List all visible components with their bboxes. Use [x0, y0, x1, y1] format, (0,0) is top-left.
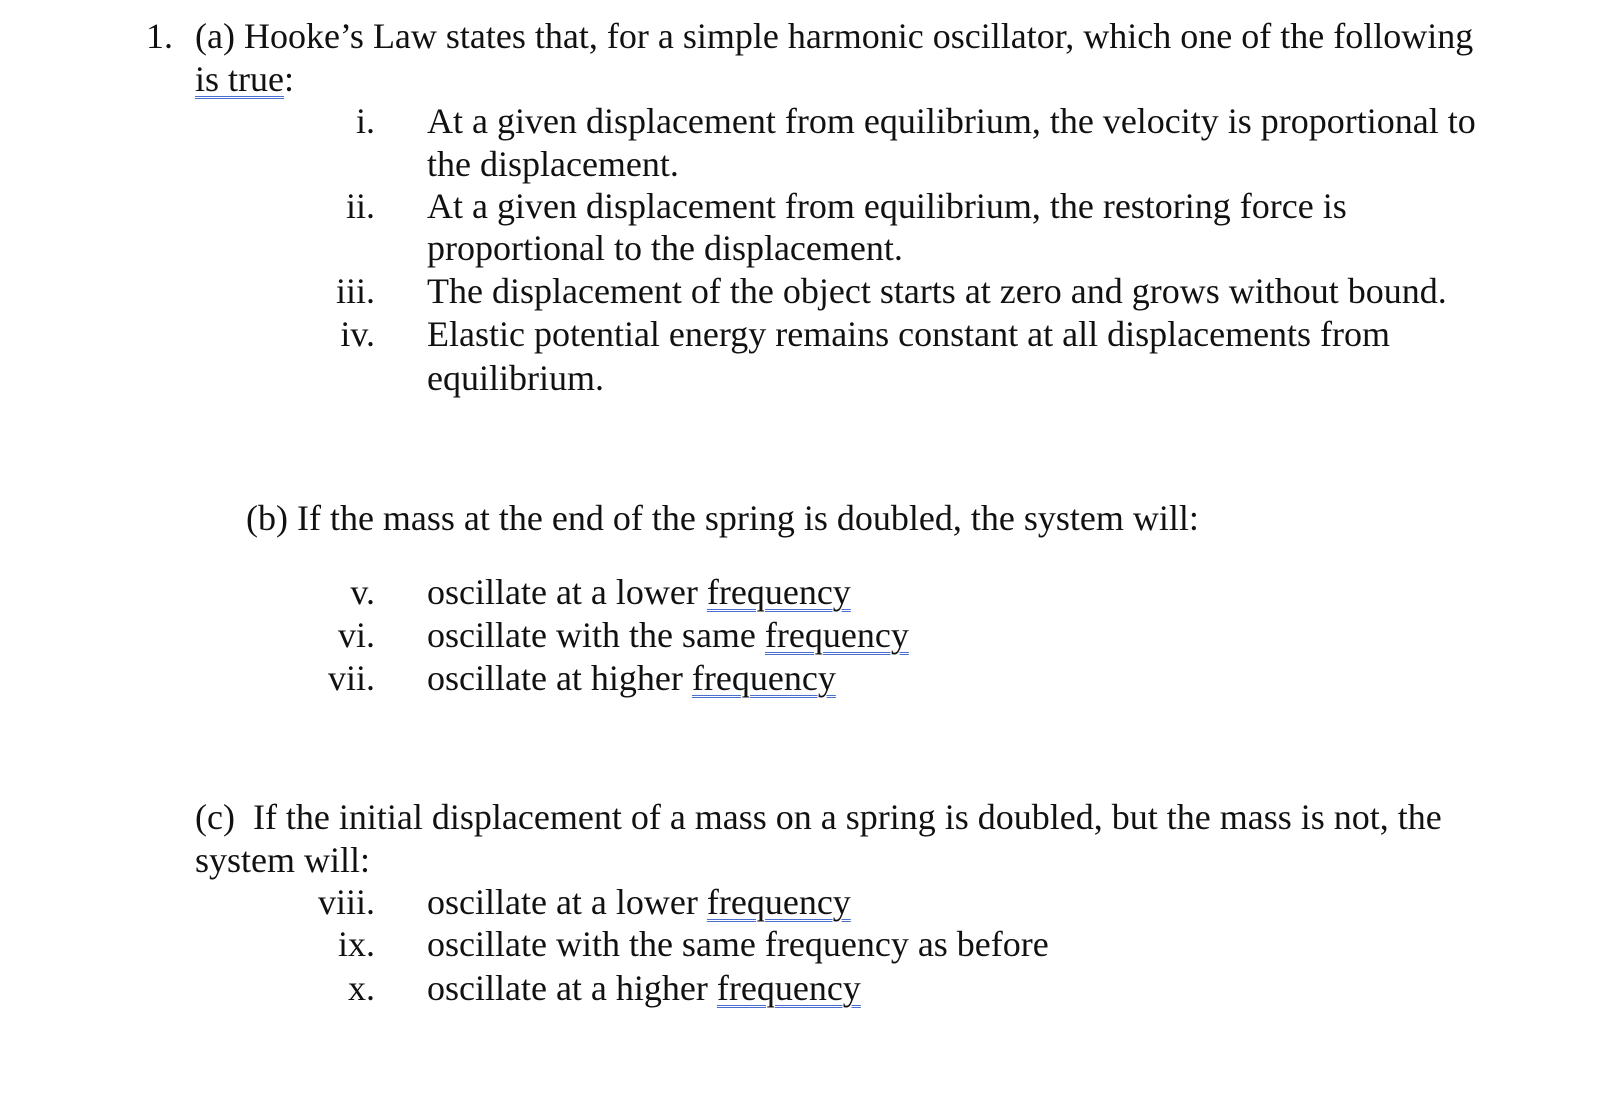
option-x-text: oscillate at a higher [427, 968, 717, 1008]
option-vii [427, 660, 836, 696]
option-numeral-vi: vi. [337, 615, 375, 655]
option-viii-underlined: frequency [706, 882, 851, 922]
part-b-prompt: (b) If the mass at the end of the spring is doubled, the system will: [246, 498, 1199, 538]
option-x-underlined: frequency [716, 968, 861, 1008]
option-vi-text: oscillate with the same [427, 615, 765, 655]
option-numeral-viii: viii. [317, 882, 375, 922]
option-numeral-x: x. [348, 968, 375, 1008]
option-vii-underlined: frequency [691, 658, 836, 698]
option-v-underlined: frequency [706, 572, 851, 612]
part-a-prompt-line1: (a) Hooke’s Law states that, for a simple harmonic oscillator, which one of the following [195, 16, 1474, 56]
option-ii-line2: proportional to the displacement. [427, 228, 903, 268]
question-number: 1. [146, 16, 173, 56]
part-a-prompt-line2 [195, 61, 294, 97]
option-iii-line1: The displacement of the object starts at zero and grows without bound. [427, 271, 1447, 311]
option-ix-text: oscillate with the same frequency as before [427, 924, 1049, 964]
option-viii [427, 884, 851, 920]
option-numeral-iv: iv. [340, 314, 375, 354]
option-numeral-ix: ix. [337, 924, 375, 964]
option-numeral-vii: vii. [327, 658, 375, 698]
option-numeral-ii: ii. [345, 186, 375, 226]
part-c-prompt-line1: (c) If the initial displacement of a mass on a spring is doubled, but the mass is not, the [195, 797, 1442, 837]
option-viii-text: oscillate at a lower [427, 882, 707, 922]
option-iv-line2: equilibrium. [427, 358, 604, 398]
option-i-line1: At a given displacement from equilibrium, the velocity is proportional to [427, 101, 1476, 141]
option-numeral-iii: iii. [335, 271, 375, 311]
option-vii-text: oscillate at higher [427, 658, 692, 698]
option-iv-line1: Elastic potential energy remains constant at all displacements from [427, 314, 1391, 354]
part-c-prompt-line2: system will: [195, 840, 371, 880]
option-vi-underlined: frequency [764, 615, 909, 655]
option-i-line2: the displacement. [427, 144, 679, 184]
option-v-text: oscillate at a lower [427, 572, 707, 612]
option-ii-line1: At a given displacement from equilibrium, the restoring force is [427, 186, 1347, 226]
option-v [427, 574, 851, 610]
option-vi [427, 617, 909, 653]
option-numeral-i: i. [355, 101, 375, 141]
is-true-underlined: is true [195, 59, 284, 99]
option-numeral-v: v. [350, 572, 375, 612]
prompt-colon: : [283, 59, 294, 99]
option-ix [427, 926, 1049, 962]
option-x [427, 970, 861, 1006]
